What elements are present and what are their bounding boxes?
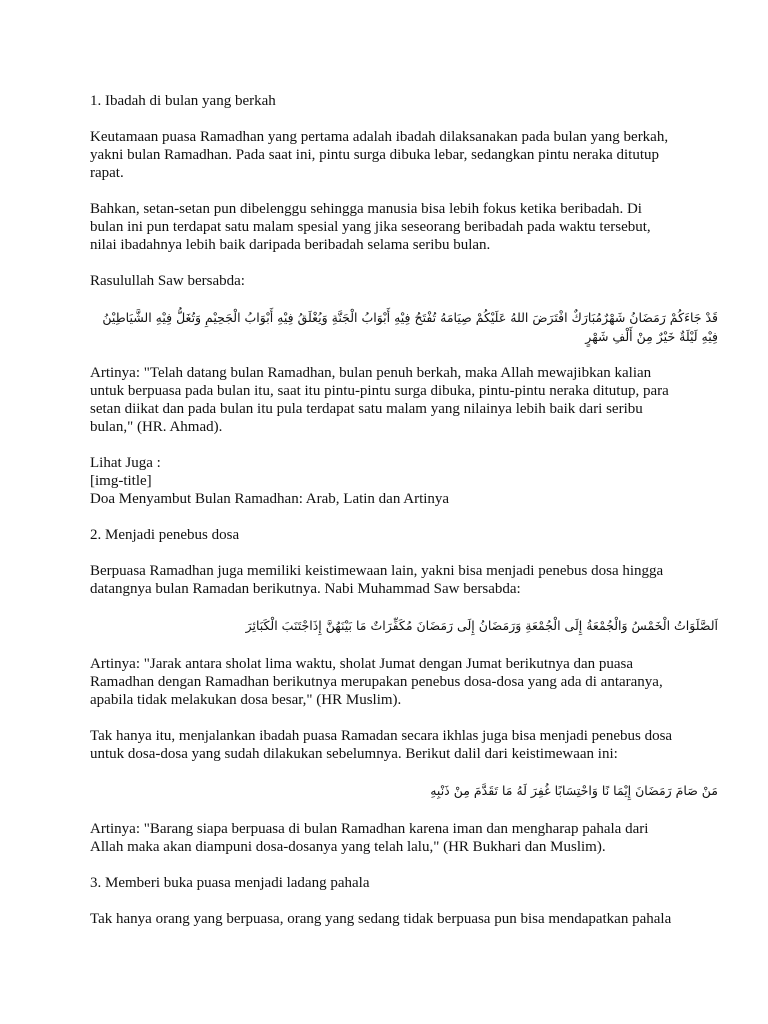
section-2-paragraph-2: Tak hanya itu, menjalankan ibadah puasa Ramadan secara ikhlas juga bisa menjadi penebus dosa untuk dosa-dosa yang sudah dilakukan sebelumnya. Berikut dalil dari keistimewaan ini: bbox=[90, 728, 673, 762]
section-2-hadith-arabic-1: اَلصَّلَوَاتُ الْخَمْسُ وَالْجُمْعَةُ إِلَى الْجُمْعَةِ وَرَمَضَانُ إِلَى رَمَضَانَ مُكَفِّرَاتٌ مَا بَيْنَهُنَّ إِذَاجْتَنَبَ الْكَبَائِرَ bbox=[245, 618, 718, 633]
section-1-heading: 1. Ibadah di bulan yang berkah bbox=[90, 93, 276, 109]
document-page bbox=[90, 92, 718, 928]
section-2-translation-1: Artinya: "Jarak antara sholat lima waktu, sholat Jumat dengan Jumat berikutnya dan puasa Ramadhan dengan Ramadhan berikutnya merupakan penebus dosa-dosa yang ada di antaranya, apabila tidak melakukan dosa besar," (HR Muslim). bbox=[90, 656, 663, 708]
section-2-heading: 2. Menjadi penebus dosa bbox=[90, 527, 240, 543]
section-3-heading: 3. Memberi buka puasa menjadi ladang pahala bbox=[90, 875, 370, 891]
section-3-paragraph-1: Tak hanya orang yang berpuasa, orang yang sedang tidak berpuasa pun bisa mendapatkan pahala bbox=[90, 911, 672, 927]
section-2-translation-2: Artinya: "Barang siapa berpuasa di bulan Ramadhan karena iman dan mengharap pahala dari Allah maka akan diampuni dosa-dosanya yang telah lalu," (HR Bukhari dan Muslim). bbox=[90, 821, 649, 855]
section-1-hadith-arabic: قَدْ جَاءَكُمْ رَمَضَانُ شَهْرٌمُبَارَكٌ افْتَرَضَ اللهُ عَلَيْكُمْ صِيَامَهُ تُفْتَحُ فِيْهِ أَبْوَابُ الْجَنَّةِ وَيُغْلَقُ فِيْهِ أَبْوَابُ الْجَحِيْمِ وَتُغَلُّ فِيْهِ الشَّيَاطِيْنُ فِيْهِ لَيْلَةٌ خَيْرٌ مِنْ أَلْفِ شَهْرٍ bbox=[102, 310, 718, 344]
section-1-paragraph-1: Keutamaan puasa Ramadhan yang pertama adalah ibadah dilaksanakan pada bulan yang berkah, yakni bulan Ramadhan. Pada saat ini, pintu surga dibuka lebar, sedangkan pintu neraka ditutup rapat. bbox=[90, 129, 669, 181]
see-also-image-placeholder: [img-title] bbox=[90, 473, 152, 489]
see-also-label: Lihat Juga : bbox=[90, 455, 161, 471]
section-1-paragraph-3: Rasulullah Saw bersabda: bbox=[90, 273, 245, 289]
section-2-paragraph-1: Berpuasa Ramadhan juga memiliki keistimewaan lain, yakni bisa menjadi penebus dosa hingga datangnya bulan Ramadan berikutnya. Nabi Muhammad Saw bersabda: bbox=[90, 563, 664, 597]
see-also-link[interactable]: Doa Menyambut Bulan Ramadhan: Arab, Latin dan Artinya bbox=[90, 491, 450, 507]
section-1-translation: Artinya: "Telah datang bulan Ramadhan, bulan penuh berkah, maka Allah mewajibkan kalian untuk berpuasa pada bulan itu, saat itu pintu-pintu surga dibuka, pintu-pintu neraka ditutup, para setan diikat dan pada bulan itu pula terdapat satu malam yang nilainya lebih baik dari seribu bulan," (HR. Ahmad). bbox=[90, 365, 669, 435]
section-2-hadith-arabic-2: مَنْ صَامَ رَمَضَانَ إِيْمَا نًا وَاحْتِسَابًا غُفِرَ لَهُ مَا تَقَدَّمَ مِنْ ذَنْبِهِ bbox=[430, 783, 718, 798]
see-also-block bbox=[90, 454, 718, 508]
section-1-paragraph-2: Bahkan, setan-setan pun dibelenggu sehingga manusia bisa lebih fokus ketika beribadah. Di bulan ini pun terdapat satu malam spesial yang jika seseorang beribadah pada waktu tersebut, nilai ibadahnya lebih baik daripada beribadah selama seribu bulan. bbox=[90, 201, 651, 253]
